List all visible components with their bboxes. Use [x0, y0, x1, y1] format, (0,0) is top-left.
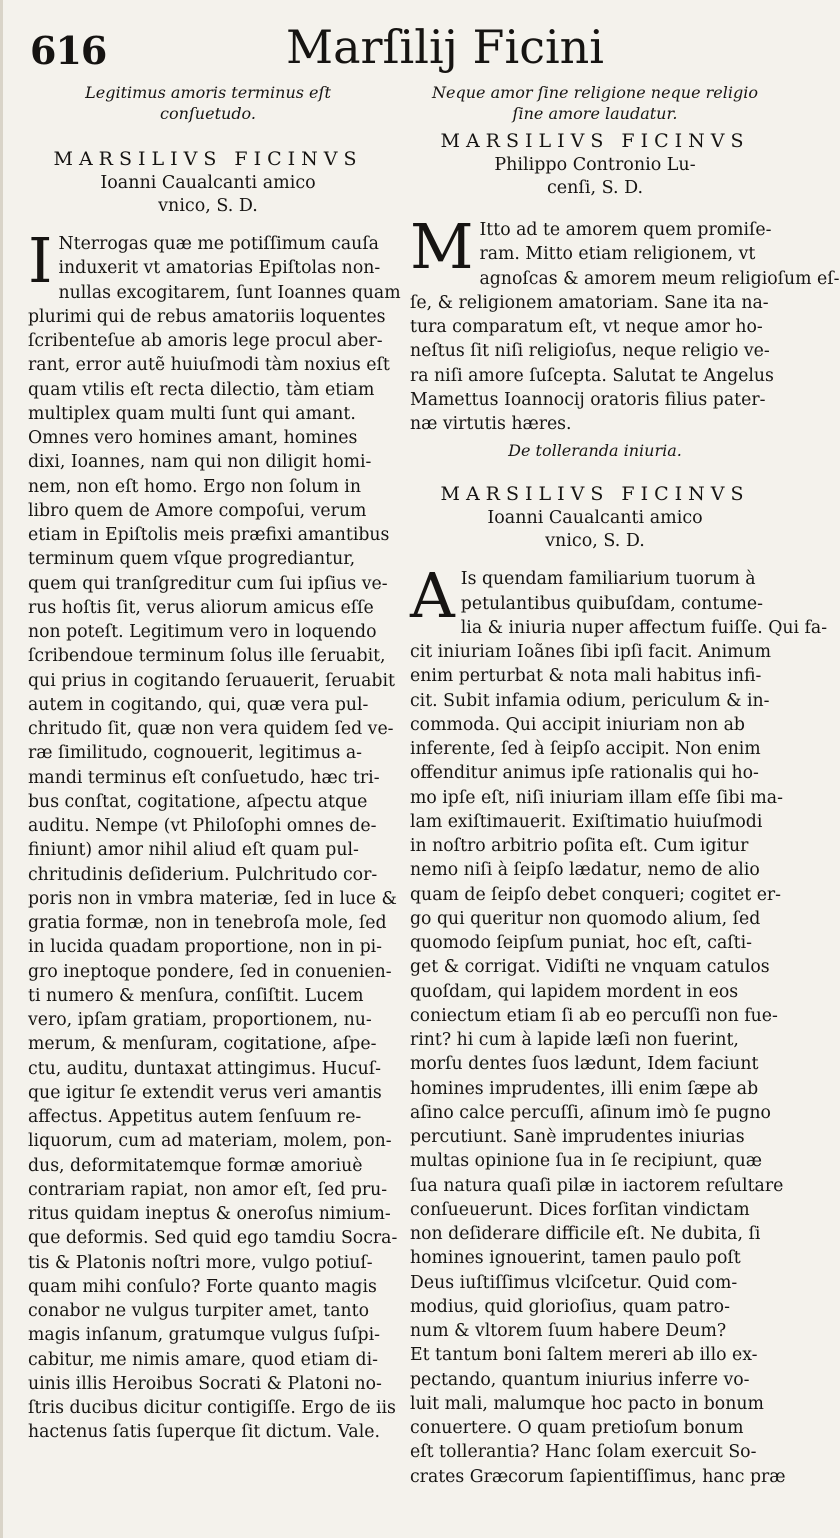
text-line: quam mihi conſulo? Forte quanto magis	[28, 1276, 377, 1297]
text-line: lia & iniuria nuper affectum fuiſſe. Qui fa-	[460, 617, 828, 638]
text-line: in noſtro arbitrio poſita eſt. Cum igitur	[410, 836, 749, 856]
text-line: Deus iuſtiſſimus vlciſcetur. Quid com-	[410, 1272, 738, 1293]
text-line: nemo niſi à ſeipſo lædatur, nemo de alio	[410, 860, 760, 881]
text-line: coniectum etiam ſi ab eo percuſſi non fue-	[410, 1005, 778, 1026]
rubric-line: Legitimus amoris terminus eſt	[85, 83, 331, 102]
letter-addressee	[410, 507, 780, 553]
text-line: tura comparatum eſt, vt neque amor ho-	[410, 317, 763, 337]
letter-addressee	[410, 154, 780, 200]
addressee-line: vnico, S. D.	[158, 196, 258, 216]
text-line: liquorum, cum ad materiam, molem, pon-	[28, 1131, 392, 1152]
text-line: ritus quidam ineptus & oneroſus nimium-	[28, 1204, 391, 1224]
text-line: get & corrigat. Vidiſti ne vnquam catulos	[410, 957, 770, 978]
text-line: ræ ſimilitudo, cognouerit, legitimus a-	[28, 743, 363, 764]
text-line: poris non in vmbra materiæ, ſed in luce &	[28, 888, 397, 909]
text-line: vero, ipſam gratiam, proportionem, nu-	[28, 1010, 372, 1030]
letter-rubric	[410, 82, 780, 124]
text-line: rint? hi cum à lapide læſi non fuerint,	[410, 1030, 739, 1050]
text-line: ſua natura quaſi pilæ in iactorem reſultare	[410, 1175, 784, 1196]
text-line: que igitur ſe extendit verus veri amantis	[28, 1082, 382, 1103]
letter-body	[410, 559, 828, 1489]
text-line: affectus. Appetitus autem ſenſuum re-	[28, 1107, 362, 1127]
text-line: crates Græcorum ſapientiſſimus, hanc præ	[410, 1466, 786, 1487]
text-line: non poteſt. Legitimum vero in loquendo	[28, 622, 377, 642]
text-line: in lucida quadam proportione, non in pi-	[28, 937, 383, 958]
text-line: næ virtutis hæres.	[410, 414, 572, 434]
text-line: magis inſanum, gratumque vulgus ſuſpi-	[28, 1325, 380, 1346]
text-line: cit. Subit infamia odium, periculum & in-	[410, 690, 770, 711]
letter-sender: MARSILIVS FICINVS	[440, 483, 750, 506]
text-line: gro ineptoque pondere, ſed in conuenien-	[28, 961, 392, 982]
text-line: chritudinis deſiderium. Pulchritudo cor-	[28, 864, 378, 885]
text-line: ram. Mitto etiam religionem, vt	[479, 244, 756, 265]
text-line: percutiunt. Sanè imprudentes iniurias	[410, 1127, 745, 1147]
text-line: agnoſcas & amorem meum religioſum eſ-	[479, 268, 840, 289]
text-line: ſcribendoue terminum ſolus ille ſeruabit,	[28, 646, 386, 667]
text-line: petulantibus quibuſdam, contume-	[460, 593, 763, 614]
text-line: Itto ad te amorem quem promiſe-	[479, 220, 772, 240]
text-line: cit iniuriam Ioãnes ſibi ipſi facit. Animum	[410, 642, 772, 662]
text-line: ra niſi amore ſuſcepta. Salutat te Angelus	[410, 365, 774, 386]
text-line: quam vtilis eſt recta dilectio, tàm etiam	[28, 379, 375, 400]
text-line: mandi terminus eſt conſuetudo, hæc tri-	[28, 767, 380, 788]
addressee-line: Ioanni Caualcanti amico	[100, 173, 316, 193]
text-line: induxerit vt amatorias Epiſtolas non-	[58, 258, 381, 279]
addressee-line: Ioanni Caualcanti amico	[487, 508, 703, 529]
drop-initial: A	[410, 559, 455, 633]
letter-sender: MARSILIVS FICINVS	[440, 130, 750, 152]
drop-initial: M	[410, 210, 474, 283]
text-line: plurimi qui de rebus amatoriis loquentes	[28, 306, 386, 327]
text-line: nem, non eſt homo. Ergo non ſolum in	[28, 476, 361, 497]
text-line: auditu. Nempe (vt Philoſophi omnes de-	[28, 816, 377, 836]
text-line: conſueuerunt. Dices forſitan vindictam	[410, 1199, 750, 1220]
running-head: Marſilij Ficini	[286, 20, 605, 74]
text-line: dixi, Ioannes, nam qui non diligit homi-	[28, 452, 372, 473]
text-line: libro quem de Amore compoſui, verum	[28, 500, 367, 521]
text-line: merum, & menſuram, cogitatione, aſpe-	[28, 1034, 377, 1055]
text-line: quam de ſeipſo debet conqueri; cogitet er-	[410, 884, 782, 905]
text-line: conuertere. O quam pretioſum bonum	[410, 1418, 744, 1438]
text-line: ſe, & religionem amatoriam. Sane ita na-	[410, 292, 769, 313]
text-line: autem in cogitando, qui, quæ vera pul-	[28, 694, 369, 715]
text-line: rant, error autẽ huiuſmodi tàm noxius eſt	[28, 355, 390, 376]
text-line: commoda. Qui accipit iniuriam non ab	[410, 714, 745, 735]
rubric-line: ſine amore laudatur.	[512, 104, 678, 123]
text-line: conabor ne vulgus turpiter amet, tanto	[28, 1301, 369, 1321]
addressee-line: vnico, S. D.	[545, 531, 645, 552]
text-line: nullas excogitarem, ſunt Ioannes quam	[58, 282, 401, 303]
text-line: Omnes vero homines amant, homines	[28, 428, 358, 448]
addressee-line: Philippo Contronio Lu-	[494, 155, 696, 175]
text-line: neſtus ſit niſi religioſus, neque religio ve-	[410, 341, 770, 362]
rubric-line: Neque amor ſine religione neque religio	[432, 83, 758, 102]
text-line: lam exiſtimauerit. Exiſtimatio huiuſmodi	[410, 811, 763, 832]
text-line: contrariam rapiat, non amor eſt, ſed pru-	[28, 1179, 388, 1200]
text-line: enim perturbat & nota mali habitus infi-	[410, 666, 762, 687]
text-line: num & vltorem ſuum habere Deum?	[410, 1321, 727, 1341]
text-line: multiplex quam multi ſunt qui amant.	[28, 403, 356, 424]
text-line: luit mali, malumque hoc pacto in bonum	[410, 1393, 764, 1414]
letter-rubric	[28, 82, 388, 124]
text-line: dus, deformitatemque formæ amoriuè	[28, 1155, 363, 1176]
text-line: que deformis. Sed quid ego tamdiu Socra-	[28, 1228, 398, 1249]
text-line: pectando, quantum iniurius inferre vo-	[410, 1369, 750, 1390]
text-line: eſt tollerantia? Hanc ſolam exercuit So-	[410, 1442, 757, 1463]
text-line: rus hoſtis ſit, verus aliorum amicus eſſe	[28, 597, 374, 618]
text-line: mo ipſe eſt, niſi iniuriam illam eſſe ſibi ma-	[410, 787, 783, 808]
text-line: offenditur animus ipſe rationalis qui ho-	[410, 763, 759, 784]
text-line: morſu dentes ſuos lædunt, Idem faciunt	[410, 1054, 759, 1075]
addressee-line: cenſi, S. D.	[546, 178, 644, 198]
text-line: chritudo ſit, quæ non vera quidem ſed ve-	[28, 719, 394, 739]
text-line: Mamettus Ioannocij oratoris filius pater-	[410, 389, 766, 410]
drop-initial: I	[28, 224, 53, 297]
letter-sender: MARSILIVS FICINVS	[53, 148, 363, 170]
text-line: ctu, auditu, duntaxat attingimus. Hucuſ-	[28, 1058, 381, 1079]
text-line: Nterrogas quæ me potiſſimum cauſa	[58, 234, 379, 254]
letter-body	[410, 210, 840, 436]
text-line: etiam in Epiſtolis meis præfixi amantibus	[28, 525, 390, 545]
text-line: hactenus ſatis ſuperque ſit dictum. Vale.	[28, 1422, 380, 1443]
text-line: aſino calce percuſſi, aſinum imò ſe pugno	[410, 1102, 771, 1123]
text-line: ſcribenteſue ab amoris lege procul aber-	[28, 331, 383, 351]
text-line: qui prius in cogitando ſeruauerit, ſeruabit	[28, 670, 395, 691]
text-line: quem qui tranſgreditur cum ſui ipſius ve-	[28, 573, 388, 594]
text-line: Et tantum boni ſaltem mereri ab illo ex-	[410, 1345, 758, 1366]
text-line: non deſiderare difficile eſt. Ne dubita, ſi	[410, 1224, 761, 1244]
rubric-line: conſuetudo.	[159, 104, 256, 123]
text-line: finiunt) amor nihil aliud eſt quam pul-	[28, 840, 359, 861]
text-line: ſtris ducibus dicitur contigiſſe. Ergo de iis	[28, 1398, 396, 1418]
letter-body	[28, 224, 401, 1445]
text-line: ti numero & menſura, conſiſtit. Lucem	[28, 985, 364, 1006]
text-line: tis & Platonis noſtri more, vulgo potiuſ-	[28, 1252, 373, 1273]
text-line: quomodo ſeipſum puniat, hoc eſt, caſti-	[410, 933, 752, 953]
left-column	[28, 82, 401, 1445]
text-line: modius, quid glorioſius, quam patro-	[410, 1296, 730, 1317]
right-column	[410, 82, 840, 1489]
text-line: homines ignouerint, tamen paulo poſt	[410, 1248, 741, 1269]
text-line: inferente, ſed à ſeipſo accipit. Non enim	[410, 739, 761, 759]
letter-rubric: De tolleranda iniuria.	[508, 441, 682, 461]
text-line: bus conſtat, cogitatione, aſpectu atque	[28, 791, 368, 812]
page-number: 616	[30, 28, 107, 73]
text-line: terminum quem vſque progrediantur,	[28, 549, 356, 570]
text-line: cabitur, me nimis amare, quod etiam di-	[28, 1349, 378, 1370]
text-line: gratia formæ, non in tenebroſa mole, ſed	[28, 913, 387, 933]
text-line: multas opinione ſua in ſe recipiunt, quæ	[410, 1151, 763, 1172]
text-line: quoſdam, qui lapidem mordent in eos	[410, 981, 739, 1002]
text-line: Is quendam familiarium tuorum à	[460, 569, 756, 590]
text-line: homines imprudentes, illi enim ſæpe ab	[410, 1078, 759, 1099]
text-line: go qui queritur non quomodo alium, ſed	[410, 908, 761, 929]
letter-addressee	[28, 172, 388, 218]
scan-edge	[0, 0, 3, 1538]
text-line: uinis illis Heroibus Socrati & Platoni no-	[28, 1373, 382, 1394]
